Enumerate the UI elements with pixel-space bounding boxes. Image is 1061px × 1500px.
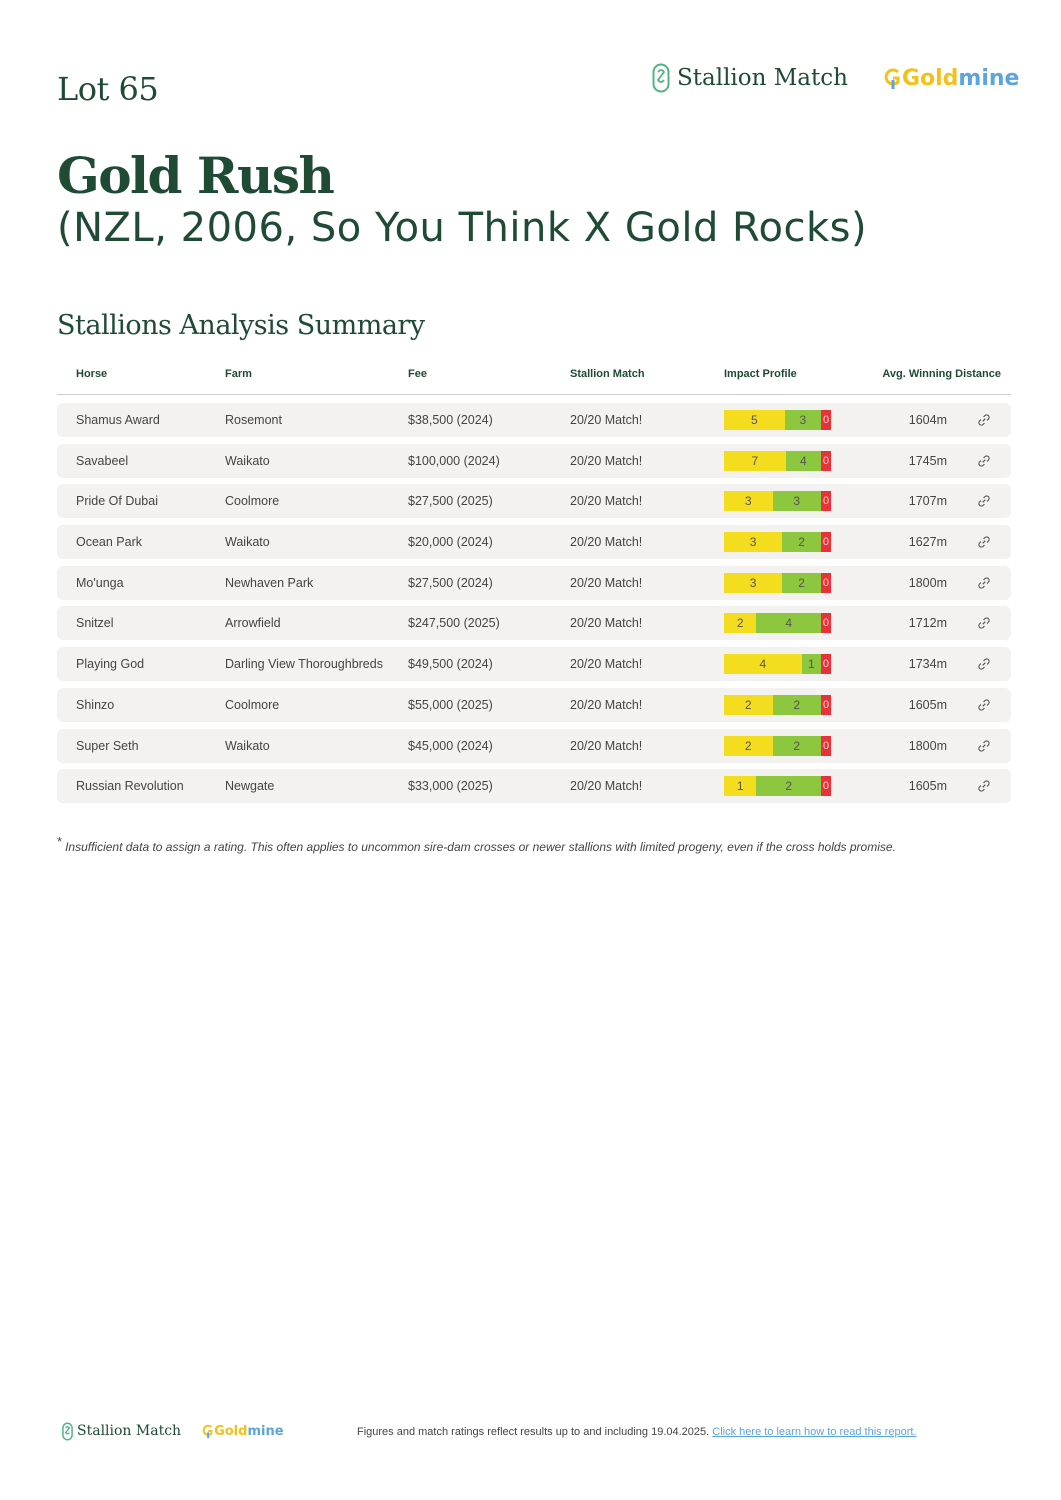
- cell-farm: Coolmore: [225, 494, 280, 509]
- cell-horse: Playing God: [76, 657, 145, 672]
- cell-avg-distance: 1745m: [908, 453, 947, 468]
- impact-segment-yellow: 1: [724, 776, 756, 796]
- header-impact-profile: Impact Profile: [724, 368, 797, 380]
- impact-profile-bar: [724, 491, 831, 511]
- impact-segment-yellow: 5: [724, 410, 785, 430]
- table-body: [57, 403, 1011, 803]
- cell-fee: $33,000 (2025): [408, 779, 493, 794]
- link-icon[interactable]: [977, 535, 991, 549]
- goldmine-wordmark-mine: mine: [958, 65, 1020, 91]
- cell-farm: Waikato: [225, 453, 270, 468]
- table-header: [57, 362, 1011, 395]
- cell-avg-distance: 1604m: [908, 413, 947, 427]
- impact-segment-red: 0: [821, 532, 831, 552]
- link-icon[interactable]: [977, 576, 991, 590]
- cell-avg-distance: 1605m: [908, 697, 947, 712]
- cell-farm: Waikato: [225, 535, 270, 550]
- link-icon[interactable]: [977, 413, 991, 427]
- link-icon[interactable]: [977, 739, 991, 753]
- cell-horse: Pride Of Dubai: [76, 494, 158, 509]
- horse-pedigree: (NZL, 2006, So You Think X Gold Rocks): [57, 205, 868, 251]
- cell-stallion-match: 20/20 Match!: [570, 616, 643, 631]
- table-row: [57, 484, 1011, 518]
- stallion-match-logo: [652, 63, 848, 93]
- header-fee: Fee: [408, 368, 427, 380]
- cell-horse: Russian Revolution: [76, 779, 184, 794]
- footer-disclaimer: [357, 1426, 917, 1438]
- goldmine-g-icon: [882, 66, 902, 90]
- lot-number: Lot 65: [57, 70, 159, 108]
- impact-segment-red: 0: [821, 736, 831, 756]
- cell-avg-distance: 1605m: [908, 779, 947, 794]
- footer-stallion-match-wordmark: Stallion Match: [77, 1423, 182, 1439]
- impact-segment-yellow: 2: [724, 736, 773, 756]
- footer-goldmine-gold: Gold: [214, 1423, 248, 1439]
- table-row: [57, 769, 1011, 803]
- stallions-table: [57, 362, 1011, 810]
- cell-fee: $100,000 (2024): [408, 453, 500, 468]
- cell-farm: Newhaven Park: [225, 575, 314, 590]
- header-avg-distance: Avg. Winning Distance: [882, 368, 1001, 380]
- cell-fee: $20,000 (2024): [408, 535, 493, 550]
- link-icon[interactable]: [977, 779, 991, 793]
- cell-horse: Ocean Park: [76, 535, 143, 550]
- footnote-text: Insufficient data to assign a rating. This often applies to uncommon sire-dam crosses or newer stallions with limited progeny, even if the cross holds promise.: [65, 840, 896, 854]
- impact-profile-bar: [724, 654, 831, 674]
- horse-name: Gold Rush: [57, 146, 334, 205]
- cell-avg-distance: 1627m: [908, 535, 947, 550]
- cell-avg-distance: 1800m: [908, 738, 947, 753]
- cell-fee: $45,000 (2024): [408, 738, 493, 753]
- goldmine-wordmark-gold: Gold: [901, 65, 959, 91]
- cell-stallion-match: 20/20 Match!: [570, 453, 643, 468]
- brand-logos: [652, 62, 1019, 94]
- impact-segment-green: 1: [802, 654, 821, 674]
- table-row: [57, 729, 1011, 763]
- cell-farm: Newgate: [225, 779, 275, 794]
- how-to-read-link[interactable]: Click here to learn how to read this report.: [712, 1426, 917, 1438]
- header-stallion-match: Stallion Match: [570, 368, 645, 380]
- cell-stallion-match: 20/20 Match!: [570, 657, 643, 672]
- cell-horse: Shinzo: [76, 697, 115, 712]
- impact-segment-green: 4: [786, 451, 821, 471]
- cell-fee: $49,500 (2024): [408, 657, 493, 672]
- footer-goldmine-mine: mine: [247, 1423, 284, 1439]
- impact-segment-red: 0: [821, 451, 831, 471]
- cell-farm: Waikato: [225, 738, 270, 753]
- impact-segment-red: 0: [821, 410, 831, 430]
- link-icon[interactable]: [977, 454, 991, 468]
- table-row: [57, 444, 1011, 478]
- link-icon[interactable]: [977, 494, 991, 508]
- impact-segment-yellow: 3: [724, 532, 782, 552]
- impact-segment-red: 0: [821, 776, 831, 796]
- cell-fee: $38,500 (2024): [408, 413, 493, 427]
- footnote: [57, 834, 896, 854]
- section-title: Stallions Analysis Summary: [57, 310, 425, 341]
- impact-segment-red: 0: [821, 613, 831, 633]
- impact-segment-red: 0: [821, 654, 831, 674]
- table-row: [57, 688, 1011, 722]
- footnote-mark: *: [57, 834, 63, 849]
- impact-segment-yellow: 4: [724, 654, 802, 674]
- impact-segment-green: 2: [782, 573, 821, 593]
- impact-segment-green: 4: [756, 613, 821, 633]
- cell-stallion-match: 20/20 Match!: [570, 779, 643, 794]
- impact-segment-yellow: 3: [724, 573, 782, 593]
- impact-segment-yellow: 7: [724, 451, 786, 471]
- stallion-match-wordmark: Stallion Match: [677, 65, 848, 91]
- cell-farm: Rosemont: [225, 413, 282, 427]
- header-farm: Farm: [225, 368, 252, 380]
- horseshoe-icon: [652, 63, 670, 93]
- table-row: [57, 525, 1011, 559]
- impact-segment-yellow: 2: [724, 695, 773, 715]
- cell-avg-distance: 1712m: [908, 616, 947, 631]
- impact-segment-yellow: 2: [724, 613, 756, 633]
- table-row: [57, 647, 1011, 681]
- cell-horse: Super Seth: [76, 738, 139, 753]
- cell-stallion-match: 20/20 Match!: [570, 494, 643, 509]
- impact-segment-green: 3: [773, 491, 822, 511]
- cell-horse: Shamus Award: [76, 413, 160, 427]
- impact-profile-bar: [724, 410, 831, 430]
- impact-segment-green: 2: [782, 532, 821, 552]
- cell-stallion-match: 20/20 Match!: [570, 697, 643, 712]
- cell-stallion-match: 20/20 Match!: [570, 738, 643, 753]
- table-row: [57, 606, 1011, 640]
- link-icon[interactable]: [977, 698, 991, 712]
- impact-profile-bar: [724, 613, 831, 633]
- impact-profile-bar: [724, 776, 831, 796]
- impact-profile-bar: [724, 573, 831, 593]
- horseshoe-icon: [62, 1422, 73, 1441]
- cell-fee: $55,000 (2025): [408, 697, 493, 712]
- link-icon[interactable]: [977, 616, 991, 630]
- impact-segment-green: 2: [773, 695, 822, 715]
- impact-profile-bar: [724, 736, 831, 756]
- cell-farm: Darling View Thoroughbreds: [225, 657, 383, 672]
- impact-segment-red: 0: [821, 573, 831, 593]
- impact-profile-bar: [724, 451, 831, 471]
- footer-logos: [62, 1420, 284, 1442]
- cell-stallion-match: 20/20 Match!: [570, 575, 643, 590]
- cell-horse: Savabeel: [76, 453, 129, 468]
- disclaimer-text: Figures and match ratings reflect results up to and including 19.04.2025.: [357, 1426, 710, 1438]
- impact-profile-bar: [724, 532, 831, 552]
- cell-avg-distance: 1734m: [908, 657, 947, 672]
- cell-avg-distance: 1800m: [908, 575, 947, 590]
- cell-stallion-match: 20/20 Match!: [570, 535, 643, 550]
- impact-segment-red: 0: [821, 695, 831, 715]
- cell-stallion-match: 20/20 Match!: [570, 413, 643, 427]
- cell-farm: Arrowfield: [225, 616, 281, 631]
- cell-fee: $247,500 (2025): [408, 616, 500, 631]
- cell-fee: $27,500 (2024): [408, 575, 493, 590]
- impact-segment-green: 2: [773, 736, 822, 756]
- cell-fee: $27,500 (2025): [408, 494, 493, 509]
- table-row: [57, 403, 1011, 437]
- impact-segment-green: 2: [756, 776, 821, 796]
- table-row: [57, 566, 1011, 600]
- link-icon[interactable]: [977, 657, 991, 671]
- impact-segment-green: 3: [785, 410, 821, 430]
- cell-horse: Snitzel: [76, 616, 114, 631]
- cell-avg-distance: 1707m: [908, 494, 947, 509]
- impact-segment-yellow: 3: [724, 491, 773, 511]
- cell-farm: Coolmore: [225, 697, 280, 712]
- footer-stallion-match-logo: [62, 1422, 181, 1441]
- footer-goldmine-logo: [201, 1423, 283, 1439]
- goldmine-logo: [882, 66, 1020, 91]
- goldmine-g-icon: [201, 1423, 214, 1439]
- cell-horse: Mo'unga: [76, 575, 124, 590]
- header-horse: Horse: [76, 368, 108, 380]
- impact-profile-bar: [724, 695, 831, 715]
- impact-segment-red: 0: [821, 491, 831, 511]
